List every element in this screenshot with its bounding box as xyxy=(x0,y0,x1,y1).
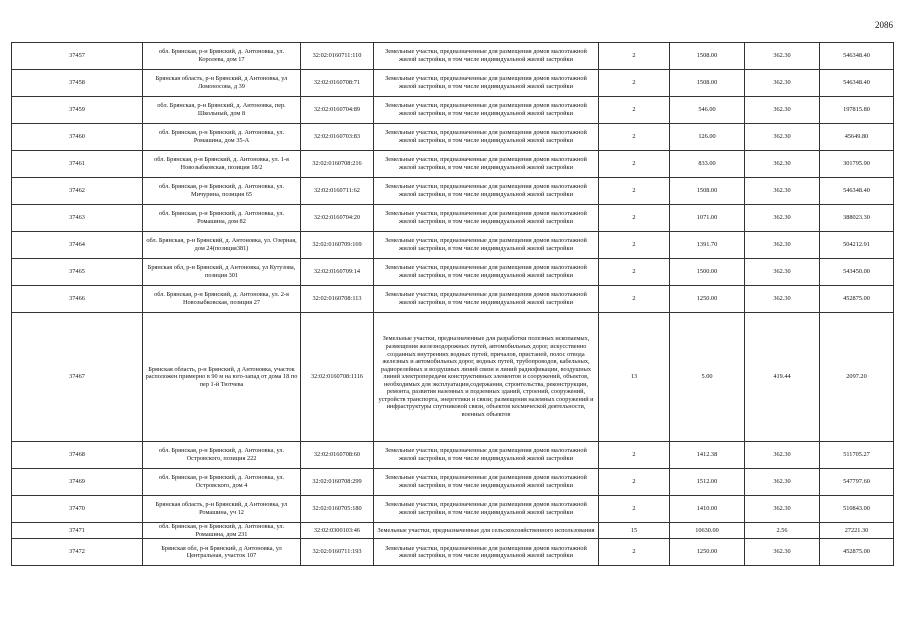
table-row xyxy=(12,232,894,259)
area-cell: 126.00 xyxy=(670,124,745,151)
address-cell: Брянская область, р-н Брянский, д Антоновка, ул Ромашина, уч 12 xyxy=(143,496,301,523)
land-use-cell: Земельные участки, предназначенные для размещения домов малоэтажной жилой застройки, в том числе индивидуальной жилой застройки xyxy=(374,97,599,124)
table-row xyxy=(12,442,894,469)
area-cell: 1412.38 xyxy=(670,442,745,469)
category-cell: 2 xyxy=(599,151,670,178)
cadastral-number-cell: 32:02:0160708:71 xyxy=(301,70,374,97)
category-cell: 13 xyxy=(599,313,670,442)
row-id: 37464 xyxy=(12,232,143,259)
table-row xyxy=(12,70,894,97)
cadastral-value-cell: 510843.00 xyxy=(820,496,894,523)
area-cell: 1391.70 xyxy=(670,232,745,259)
rate-cell: 362.30 xyxy=(745,496,820,523)
rate-cell: 362.30 xyxy=(745,442,820,469)
row-id: 37465 xyxy=(12,259,143,286)
table-row xyxy=(12,539,894,566)
land-use-cell: Земельные участки, предназначенные для размещения домов малоэтажной жилой застройки, в том числе индивидуальной жилой застройки xyxy=(374,496,599,523)
area-cell: 1250.00 xyxy=(670,539,745,566)
address-cell: обл. Брянская, р-н Брянский, д. Антоновка, ул. Ромашина, дом 82 xyxy=(143,205,301,232)
category-cell: 2 xyxy=(599,496,670,523)
rate-cell: 362.30 xyxy=(745,151,820,178)
cadastral-value-cell: 27221.30 xyxy=(820,523,894,539)
area-cell: 1250.00 xyxy=(670,286,745,313)
area-cell: 546.00 xyxy=(670,97,745,124)
row-id: 37472 xyxy=(12,539,143,566)
cadastral-number-cell: 32:02:0160711:193 xyxy=(301,539,374,566)
table-row xyxy=(12,286,894,313)
cadastral-number-cell: 32:02:0160708:1116 xyxy=(301,313,374,442)
page-number: 2086 xyxy=(875,20,893,30)
row-id: 37460 xyxy=(12,124,143,151)
rate-cell: 362.30 xyxy=(745,70,820,97)
land-use-cell: Земельные участки, предназначенные для размещения домов малоэтажной жилой застройки, в том числе индивидуальной жилой застройки xyxy=(374,539,599,566)
cadastral-number-cell: 32:02:0160711:110 xyxy=(301,43,374,70)
table-row xyxy=(12,496,894,523)
table-row xyxy=(12,205,894,232)
table-row xyxy=(12,313,894,442)
cadastral-value-cell: 452875.00 xyxy=(820,286,894,313)
address-cell: обл. Брянская, р-н Брянский, д. Антоновка, ул. Королева, дом 17 xyxy=(143,43,301,70)
category-cell: 2 xyxy=(599,286,670,313)
cadastral-number-cell: 32:02:0160711:62 xyxy=(301,178,374,205)
area-cell: 5.00 xyxy=(670,313,745,442)
cadastral-number-cell: 32:02:0160708:299 xyxy=(301,469,374,496)
cadastral-number-cell: 32:02:0160708:113 xyxy=(301,286,374,313)
row-id: 37463 xyxy=(12,205,143,232)
address-cell: Брянская обл, р-н Брянский, д Антоновка, ул Кутузова, позиция 301 xyxy=(143,259,301,286)
cadastral-number-cell: 32:02:0160708:60 xyxy=(301,442,374,469)
cadastral-number-cell: 32:02:0160704:89 xyxy=(301,97,374,124)
row-id: 37471 xyxy=(12,523,143,539)
area-cell: 1508.00 xyxy=(670,178,745,205)
cadastral-value-cell: 547797.60 xyxy=(820,469,894,496)
rate-cell: 362.30 xyxy=(745,286,820,313)
land-use-cell: Земельные участки, предназначенные для размещения домов малоэтажной жилой застройки, в том числе индивидуальной жилой застройки xyxy=(374,205,599,232)
cadastral-value-cell: 543450.00 xyxy=(820,259,894,286)
area-cell: 1500.00 xyxy=(670,259,745,286)
cadastral-value-cell: 511705.27 xyxy=(820,442,894,469)
land-use-cell: Земельные участки, предназначенные для размещения домов малоэтажной жилой застройки, в том числе индивидуальной жилой застройки xyxy=(374,442,599,469)
area-cell: 1071.00 xyxy=(670,205,745,232)
cadastral-number-cell: 32:02:0160709:14 xyxy=(301,259,374,286)
land-use-cell: Земельные участки, предназначенные для размещения домов малоэтажной жилой застройки, в том числе индивидуальной жилой застройки xyxy=(374,259,599,286)
table-row xyxy=(12,97,894,124)
cadastral-value-cell: 2097.20 xyxy=(820,313,894,442)
address-cell: обл. Брянская, р-н Брянский, д. Антоновка, ул. Ромашина, дом 35-А xyxy=(143,124,301,151)
rate-cell: 362.30 xyxy=(745,259,820,286)
category-cell: 2 xyxy=(599,205,670,232)
area-cell: 1410.00 xyxy=(670,496,745,523)
table-row xyxy=(12,469,894,496)
category-cell: 2 xyxy=(599,469,670,496)
row-id: 37466 xyxy=(12,286,143,313)
cadastral-value-cell: 388023.30 xyxy=(820,205,894,232)
address-cell: обл. Брянская, р-н Брянский, д. Антоновка, ул. Озерная, дом 24(позиция381) xyxy=(143,232,301,259)
area-cell: 1512.00 xyxy=(670,469,745,496)
cadastral-value-cell: 301795.90 xyxy=(820,151,894,178)
cadastral-number-cell: 32:02:0160708:216 xyxy=(301,151,374,178)
category-cell: 15 xyxy=(599,523,670,539)
table-row xyxy=(12,151,894,178)
land-use-cell: Земельные участки, предназначенные для размещения домов малоэтажной жилой застройки, в том числе индивидуальной жилой застройки xyxy=(374,124,599,151)
cadastral-value-cell: 504212.91 xyxy=(820,232,894,259)
address-cell: обл. Брянская, р-н Брянский, д. Антоновка, ул. Ромашина, дом 231 xyxy=(143,523,301,539)
address-cell: обл. Брянская, р-н Брянский, д. Антоновка, ул. Островского, дом 4 xyxy=(143,469,301,496)
cadastral-number-cell: 32:02:0160703:83 xyxy=(301,124,374,151)
land-use-cell: Земельные участки, предназначенные для размещения домов малоэтажной жилой застройки, в том числе индивидуальной жилой застройки xyxy=(374,43,599,70)
table-row xyxy=(12,259,894,286)
land-use-cell: Земельные участки, предназначенные для размещения домов малоэтажной жилой застройки, в том числе индивидуальной жилой застройки xyxy=(374,232,599,259)
category-cell: 2 xyxy=(599,178,670,205)
cadastral-number-cell: 32:02:0160709:169 xyxy=(301,232,374,259)
row-id: 37468 xyxy=(12,442,143,469)
cadastral-number-cell: 32:02:0160704:20 xyxy=(301,205,374,232)
cadastral-value-cell: 45649.80 xyxy=(820,124,894,151)
address-cell: обл. Брянская, р-н Брянский, д. Антоновка, пер. Школьный, дом 8 xyxy=(143,97,301,124)
row-id: 37458 xyxy=(12,70,143,97)
category-cell: 2 xyxy=(599,442,670,469)
cadastral-value-cell: 197815.80 xyxy=(820,97,894,124)
rate-cell: 362.30 xyxy=(745,43,820,70)
row-id: 37462 xyxy=(12,178,143,205)
rate-cell: 362.30 xyxy=(745,178,820,205)
address-cell: обл. Брянская, р-н Брянский, д. Антоновка, ул. Мичурина, позиция 65 xyxy=(143,178,301,205)
area-cell: 1508.00 xyxy=(670,70,745,97)
cadastral-value-cell: 452875.00 xyxy=(820,539,894,566)
land-use-cell: Земельные участки, предназначенные для размещения домов малоэтажной жилой застройки, в том числе индивидуальной жилой застройки xyxy=(374,70,599,97)
cadastral-number-cell: 32:02:0160705:180 xyxy=(301,496,374,523)
address-cell: Брянская обл, р-н Брянский, д Антоновка, ул Центральная, участок 107 xyxy=(143,539,301,566)
area-cell: 833.00 xyxy=(670,151,745,178)
rate-cell: 362.30 xyxy=(745,232,820,259)
category-cell: 2 xyxy=(599,539,670,566)
category-cell: 2 xyxy=(599,97,670,124)
rate-cell: 362.30 xyxy=(745,97,820,124)
row-id: 37457 xyxy=(12,43,143,70)
row-id: 37469 xyxy=(12,469,143,496)
land-use-cell: Земельные участки, предназначенные для размещения домов малоэтажной жилой застройки, в том числе индивидуальной жилой застройки xyxy=(374,151,599,178)
land-use-cell: Земельные участки, предназначенные для размещения домов малоэтажной жилой застройки, в том числе индивидуальной жилой застройки xyxy=(374,469,599,496)
cadastral-number-cell: 32:02:0300103:46 xyxy=(301,523,374,539)
category-cell: 2 xyxy=(599,259,670,286)
category-cell: 2 xyxy=(599,43,670,70)
land-use-cell: Земельные участки, предназначенные для сельскохозяйственного использования xyxy=(374,523,599,539)
rate-cell: 362.30 xyxy=(745,205,820,232)
category-cell: 2 xyxy=(599,70,670,97)
area-cell: 1508.00 xyxy=(670,43,745,70)
address-cell: Брянская область, р-н Брянский, д Антоновка, ул Ломоносова, д 39 xyxy=(143,70,301,97)
table-row xyxy=(12,523,894,539)
rate-cell: 362.30 xyxy=(745,469,820,496)
cadastral-value-table xyxy=(11,42,894,566)
land-use-cell: Земельные участки, предназначенные для размещения домов малоэтажной жилой застройки, в том числе индивидуальной жилой застройки xyxy=(374,178,599,205)
address-cell: обл. Брянская, р-н Брянский, д. Антоновка, ул. Островского, позиция 222 xyxy=(143,442,301,469)
cadastral-value-cell: 546348.40 xyxy=(820,178,894,205)
area-cell: 10630.00 xyxy=(670,523,745,539)
category-cell: 2 xyxy=(599,232,670,259)
address-cell: обл. Брянская, р-н Брянский, д. Антоновка, ул. 2-я Новозыбковская, позиция 27 xyxy=(143,286,301,313)
row-id: 37467 xyxy=(12,313,143,442)
rate-cell: 362.30 xyxy=(745,124,820,151)
rate-cell: 2.56 xyxy=(745,523,820,539)
table-row xyxy=(12,178,894,205)
land-use-cell: Земельные участки, предназначенные для размещения домов малоэтажной жилой застройки, в том числе индивидуальной жилой застройки xyxy=(374,286,599,313)
row-id: 37459 xyxy=(12,97,143,124)
cadastral-value-cell: 546348.40 xyxy=(820,43,894,70)
land-use-cell: Земельные участки, предназначенные для разработки полезных ископаемых, размещения железнодорожных путей, автомобильных дорог, искусственно созданных внутренних водных путей, причалов, пристаней, полос отвода железных и автомобильных дорог, водных путей, трубопроводов, кабельных, радиорелейных и воздушных линий связи и линий радиофикации, воздушных линий электропередачи конструктивных элементов и сооружений, объектов, необходимых для эксплуатации,содержания, строительства, реконструкции, ремонта, развития наземных и подземных зданий, строений, сооружений, устройств транспорта, энергетики и связи; размещения наземных сооружений и инфраструктуры спутниковой связи, объектов космической деятельности, военных объектов xyxy=(374,313,599,442)
row-id: 37461 xyxy=(12,151,143,178)
address-cell: обл. Брянская, р-н Брянский, д. Антоновка, ул. 1-я Новозыбковская, позиция 18/2 xyxy=(143,151,301,178)
rate-cell: 362.30 xyxy=(745,539,820,566)
table-row xyxy=(12,124,894,151)
category-cell: 2 xyxy=(599,124,670,151)
row-id: 37470 xyxy=(12,496,143,523)
table-row xyxy=(12,43,894,70)
rate-cell: 419.44 xyxy=(745,313,820,442)
cadastral-value-cell: 546348.40 xyxy=(820,70,894,97)
address-cell: Брянская область, р-н Брянский, д Антоновка, участок расположен примерно в 90 м на юго-запад от дома 18 по пер 1-й Тютчева xyxy=(143,313,301,442)
